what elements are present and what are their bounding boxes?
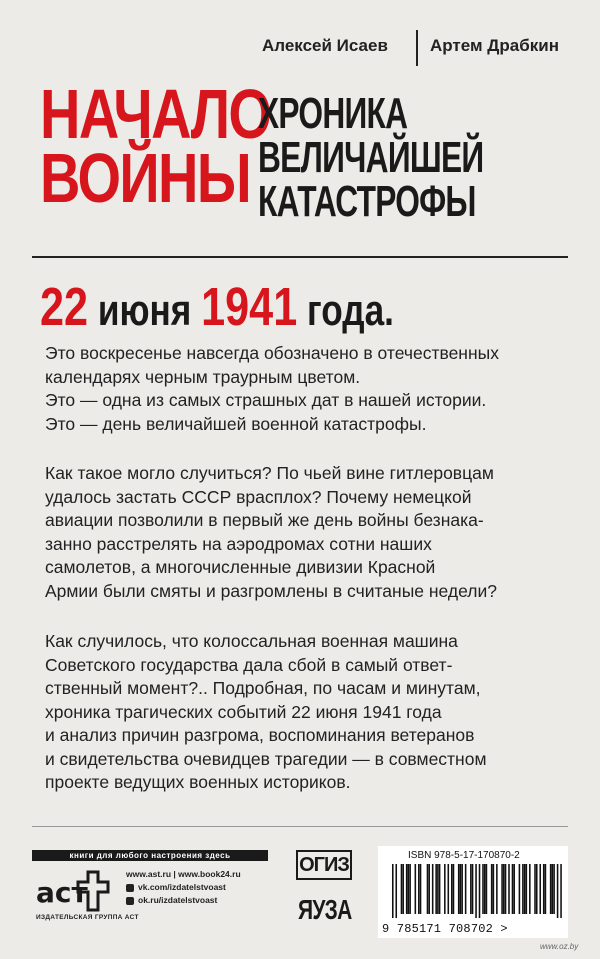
- title-line: ВОЙНЫ: [40, 139, 251, 217]
- subtitle-line: КАТАСТРОФЫ: [258, 177, 476, 226]
- text-line: ственный момент?.. Подробная, по часам и минутам,: [45, 678, 481, 698]
- text-line: Советского государства дала сбой в самый ответ-: [45, 654, 453, 675]
- imprint-logos: [296, 850, 356, 950]
- vk-link-row: [126, 881, 241, 894]
- subtitle-line: ВЕЛИЧАЙШЕЙ: [258, 133, 484, 182]
- author-name: Алексей Исаев: [262, 36, 388, 55]
- text-line: Как случилось, что колоссальная военная машина: [45, 631, 458, 651]
- headline-month: июня: [88, 286, 202, 335]
- text-line: удалось застать СССР врасплох? Почему немецкой: [45, 486, 472, 507]
- author-name: Артем Драбкин: [430, 36, 559, 55]
- ok-link-row: [126, 894, 241, 907]
- ast-logo-text: аст: [36, 876, 88, 909]
- watermark: www.oz.by: [540, 942, 579, 951]
- ok-link: ok.ru/izdatelstvoast: [138, 895, 218, 905]
- text-line: проекте ведущих военных историков.: [45, 772, 351, 792]
- authors-bar: [0, 30, 600, 66]
- barcode-digits: 9 785171 708702 >: [382, 922, 508, 936]
- text-line: хроника трагических событий 22 июня 1941 года: [45, 701, 442, 722]
- text-line: Армии были смяты и разгромлены в считаные недели?: [45, 580, 497, 601]
- text-line: Это — одна из самых страшных дат в нашей истории.: [45, 390, 487, 410]
- paragraph-3: [45, 630, 565, 795]
- headline-year: 1941: [201, 277, 298, 337]
- vk-link: vk.com/izdatelstvoast: [138, 882, 226, 892]
- text-line: Это — день величайшей военной катастрофы.: [45, 413, 427, 434]
- vk-icon: [126, 884, 134, 892]
- subtitle-line: ХРОНИКА: [258, 89, 408, 138]
- text-line: авиации позволили в первый же день войны безнака-: [45, 510, 484, 530]
- divider-line: [32, 256, 568, 258]
- author-divider: [416, 30, 418, 66]
- text-line: Как такое могло случиться? По чьей вине гитлеровцам: [45, 463, 494, 483]
- divider-line: [32, 826, 568, 827]
- isbn-number: ISBN 978-5-17-170870-2: [408, 850, 520, 861]
- headline-date: [40, 276, 394, 338]
- title-main: [40, 75, 271, 217]
- yauza-logo: ЯУЗА: [298, 894, 352, 925]
- publisher-footer: [0, 838, 600, 959]
- text-line: календарях черным траурным цветом.: [45, 366, 361, 387]
- publisher-links: [126, 868, 241, 907]
- text-line: и свидетельства очевидцев трагедии — в совместном: [45, 748, 487, 769]
- headline-word: года.: [297, 286, 394, 335]
- text-line: занно расстрелять на аэродромах сотни наших: [45, 533, 432, 554]
- paragraph-1: [45, 342, 565, 436]
- ogiz-logo: ОГИЗ: [296, 850, 352, 880]
- text-line: Это воскресенье навсегда обозначено в отечественных: [45, 343, 499, 363]
- text-line: и анализ причин разгрома, воспоминания ветеранов: [45, 725, 475, 745]
- ast-logo-icon: [34, 868, 114, 912]
- publisher-tagline: книги для любого настроения здесь: [32, 850, 268, 861]
- site-links-row: [126, 868, 241, 881]
- barcode-icon: [392, 864, 562, 918]
- ok-icon: [126, 897, 134, 905]
- site-links: www.ast.ru | www.book24.ru: [126, 869, 241, 879]
- title-line: НАЧАЛО: [40, 75, 271, 153]
- text-line: самолетов, а многочисленные дивизии Красной: [45, 557, 436, 577]
- paragraph-2: [45, 462, 565, 603]
- ast-caption: ИЗДАТЕЛЬСКАЯ ГРУППА АСТ: [36, 914, 139, 921]
- title-subtitle: [258, 89, 484, 226]
- headline-day: 22: [40, 277, 89, 337]
- barcode-panel: [378, 846, 568, 938]
